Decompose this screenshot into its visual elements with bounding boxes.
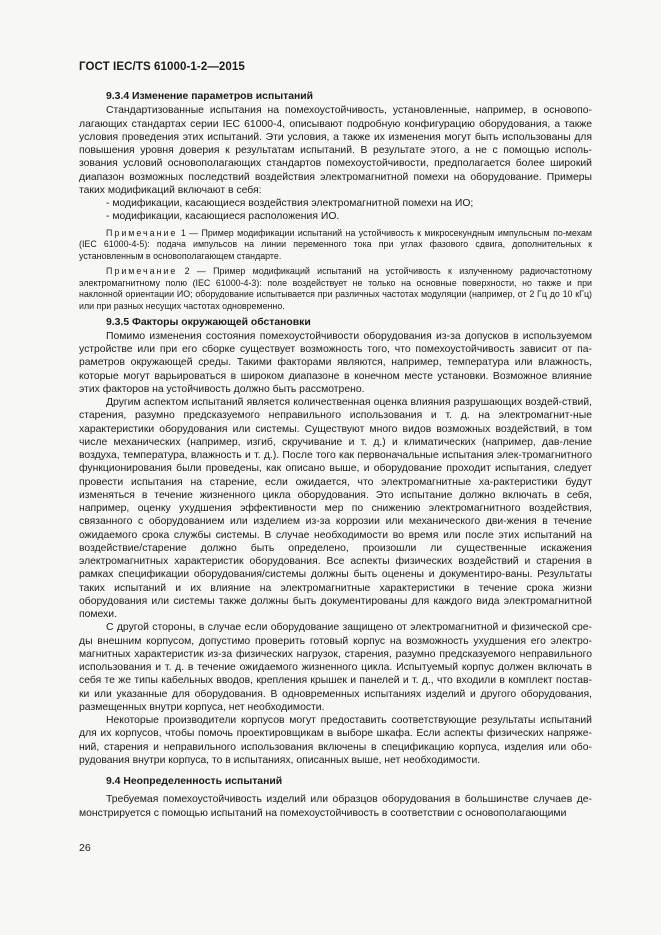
note-2 (79, 266, 592, 312)
paragraph: Требуемая помехоустойчивость изделий или образцов оборудования в большинстве случаев де-монстрируется с помощью испытаний на помехоустойчивость в соответствии с основополагающими (79, 794, 592, 819)
note-label: Примечание (106, 227, 178, 238)
paragraph: Другим аспектом испытаний является количественная оценка влияния разрушающих воздей-ствий, старения, разумно предсказуемого неправильного использования и т. д. на электромагнит-ные характеристики оборудования или системы. Существуют много видов возможных воздействий, в том числе механических (например, изгиб, скручивание и т. д.) и климатических (например, дав-ление воздуха, температура, влажность и т. д.). После того как первоначальные испытания элек-тромагнитного функционирования были проведены, как описано выше, и оборудование проходит испытания, следует провести испытания на старение, если ожидается, что электромагнитные ха-рактеристики будут изменяться в течение жизненного цикла оборудования. Это испытание должно включать в себя, например, оценку ухудшения эффективности мер по снижению электромагнитного воздействия, связанного с оборудованием или изделием из-за коррозии или механического дви-жения в течение ожидаемого срока службы системы. В случае необходимости во время или после этих испытаний на воздействие/старение должно быть определено, произошли ли существенные искажения электромагнитных характеристик оборудования. Все аспекты физических воздействий и старения в рамках спецификации оборудования/системы должны быть оценены и документиро-ваны. Результаты таких испытаний и их влияние на электромагнитные характеристики в течение срока жизни оборудования или системы также должны быть документированы для каждого вида электромагнитной помехи. (79, 397, 592, 621)
section-heading-9-4: 9.4 Неопределенность испытаний (106, 776, 283, 788)
document-header: ГОСТ IEC/TS 61000-1-2—2015 (79, 61, 245, 73)
list-item: - модификации, касающиеся расположения ИО. (106, 211, 340, 223)
section-spacer (79, 767, 592, 775)
list-item: - модификации, касающиеся воздействия электромагнитной помехи на ИО; (106, 198, 474, 209)
paragraph: Помимо изменения состояния помехоустойчивости оборудования из-за допусков в используемом устройстве или при его сборке существует возможность того, что помехоустойчивость зависит от па-раметров окружающей среды. Такими факторами являются, например, температура или влажность, которые могут варьироваться в широком диапазоне в конечном месте установки. Возможное влияние этих факторов на устойчивость должно быть рассмотрено. (79, 330, 592, 395)
page-number: 26 (79, 842, 91, 854)
paragraph: Стандартизованные испытания на помехоустойчивость, установленные, например, в основопо-лагающих стандартах серии IEC 61000-4, описывают подробную конфигурацию оборудования, а также условия проведения этих испытаний. Эти условия, а также их изменения могут быть использованы для повышения уровня доверия к результатам испытаний. В результате этого, а не с помощью исполь-зования условий основополагающих стандартов помехоустойчивости, предполагается более широкий диапазон возможных последствий воздействия электромагнитной помехи на оборудование. Примеры таких модификаций включают в себя: (79, 105, 592, 196)
document-body (79, 90, 592, 820)
note-label: Примечание (106, 266, 178, 277)
paragraph: Некоторые производители корпусов могут предоставить соответствующие результаты испытаний для их корпусов, чтобы помочь проектировщикам в выборе шкафа. Если аспекты физических напряже-ний, старения и неправильного использования включены в спецификацию корпуса, изделия или обо-рудования внутри корпуса, то в испытаниях, описанных выше, нет необходимости. (79, 715, 592, 766)
note-1 (79, 228, 592, 263)
note-text: 2 — Пример модификаций испытаний на устойчивость к излученному радиочастотному электромагнитному полю (IEC 61000-4-3): поле воздействует не только на основные поверхности, но также и при наклонной ориентации ИО; оборудование испытывается при различных частотах модуляции (например, от 2 Гц до 10 кГц) или при разных несущих частотах одновременно. (79, 266, 592, 312)
section-heading-9-3-5: 9.3.5 Факторы окружающей обстановки (106, 316, 311, 328)
section-heading-9-3-4: 9.3.4 Изменение параметров испытаний (106, 91, 314, 102)
paragraph: С другой стороны, в случае если оборудование защищено от электромагнитной и физической сре-ды внешним корпусом, допустимо проверить готовый корпус на возможность ухудшения его электро-магнитных характеристик из-за физических нагрузок, старения, разумно предсказуемого неправильного использования и т. д. в течение ожидаемого жизненного цикла. Испытуемый корпус должен включать в себя те же типы кабельных вводов, крепления крышек и панелей и т. д., что входили в комплект постав-ки или указанные для оборудования. В одновременных испытаниях изделий и другого оборудования, размещенных внутри корпуса, нет необходимости. (79, 622, 592, 713)
note-text: 1 — Пример модификации испытаний на устойчивость к микросекундным импульсным по-мехам (IEC 61000-4-5): подача импульсов на линии переменного тока при углах фазового сдвига, дополнительных к установленным в основополагающем стандарте. (79, 227, 592, 261)
